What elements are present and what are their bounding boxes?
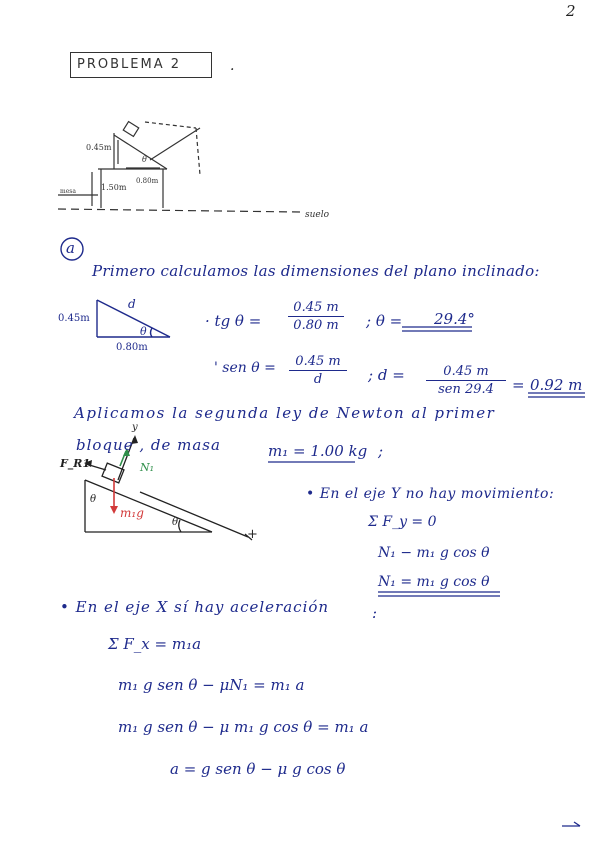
x-axis-eq-3: m₁ g sen θ − μ m₁ g cos θ = m₁ a [118, 718, 369, 736]
newton-line-1: Aplicamos la segunda ley de Newton al primer [74, 404, 496, 422]
part-a-marker: a [66, 239, 75, 257]
fig2-theta-2: θ [172, 517, 179, 528]
fig2-theta-1: θ [90, 494, 97, 505]
fig2-weight-label: m₁g [120, 506, 144, 520]
d-result: 0.92 m [530, 376, 583, 394]
intro-line: Primero calculamos las dimensiones del plano inclinado: [92, 262, 540, 280]
sen-denominator: d [313, 372, 323, 387]
x-axis-eq-1: Σ F_x = m₁a [108, 635, 202, 653]
sen-label: ' sen θ = [214, 360, 276, 376]
mass-tail: ; [378, 442, 384, 460]
triangle-base-label: 0.80m [116, 342, 148, 353]
sen-fraction [289, 354, 347, 387]
d-numerator: 0.45 m [426, 364, 506, 381]
page-number: 2 [566, 2, 576, 20]
fig1-angle: θ [142, 155, 147, 164]
triangle-angle-label: θ [140, 325, 147, 338]
fig2-x-label: + [247, 527, 258, 542]
x-axis-heading: • En el eje X sí hay aceleración [60, 598, 330, 616]
problem-title: PROBLEMA 2 [77, 57, 181, 72]
mass-value: m₁ = 1.00 kg [268, 442, 368, 460]
y-axis-heading: • En el eje Y no hay movimiento: [306, 486, 555, 502]
tg-result-prefix: ; θ = [366, 312, 403, 330]
newton-line-2: bloque , de masa [76, 436, 221, 454]
d-denominator: sen 29.4 [438, 382, 494, 397]
x-axis-eq-2: m₁ g sen θ − μN₁ = m₁ a [118, 676, 305, 694]
d-equals: = [512, 376, 525, 394]
x-axis-eq-4: a = g sen θ − μ g cos θ [170, 760, 346, 778]
tg-label: · tg θ = [205, 312, 262, 330]
fig1-floor-label: suelo [305, 210, 330, 220]
continue-arrow [558, 812, 559, 813]
fig2-y-label: y [132, 422, 138, 433]
header-mark: . [230, 58, 235, 74]
d-prefix: ; d = [368, 366, 405, 384]
fig2-friction-label: F_R1 [60, 457, 91, 470]
triangle-hyp-label: d [128, 297, 136, 311]
fig2-normal-label: N₁ [140, 461, 155, 474]
y-axis-eq-3: N₁ = m₁ g cos θ [378, 574, 490, 590]
fig1-base: 0.80m [136, 177, 159, 185]
y-axis-eq-2: N₁ − m₁ g cos θ [378, 545, 490, 561]
fig1-table-label: mesa [60, 188, 76, 195]
y-axis-eq-1: Σ F_y = 0 [368, 514, 437, 530]
triangle-height-label: 0.45m [58, 313, 90, 324]
tg-denominator: 0.80 m [293, 318, 339, 333]
tg-numerator: 0.45 m [288, 300, 344, 317]
fig1-height-tall: 1.50m [101, 183, 127, 192]
tg-result: 29.4° [434, 310, 475, 328]
tg-fraction [288, 300, 344, 333]
d-fraction [426, 364, 506, 397]
sen-numerator: 0.45 m [289, 354, 347, 371]
fig1-height-small: 0.45m [86, 143, 112, 152]
x-axis-heading-tail: : [372, 604, 378, 622]
